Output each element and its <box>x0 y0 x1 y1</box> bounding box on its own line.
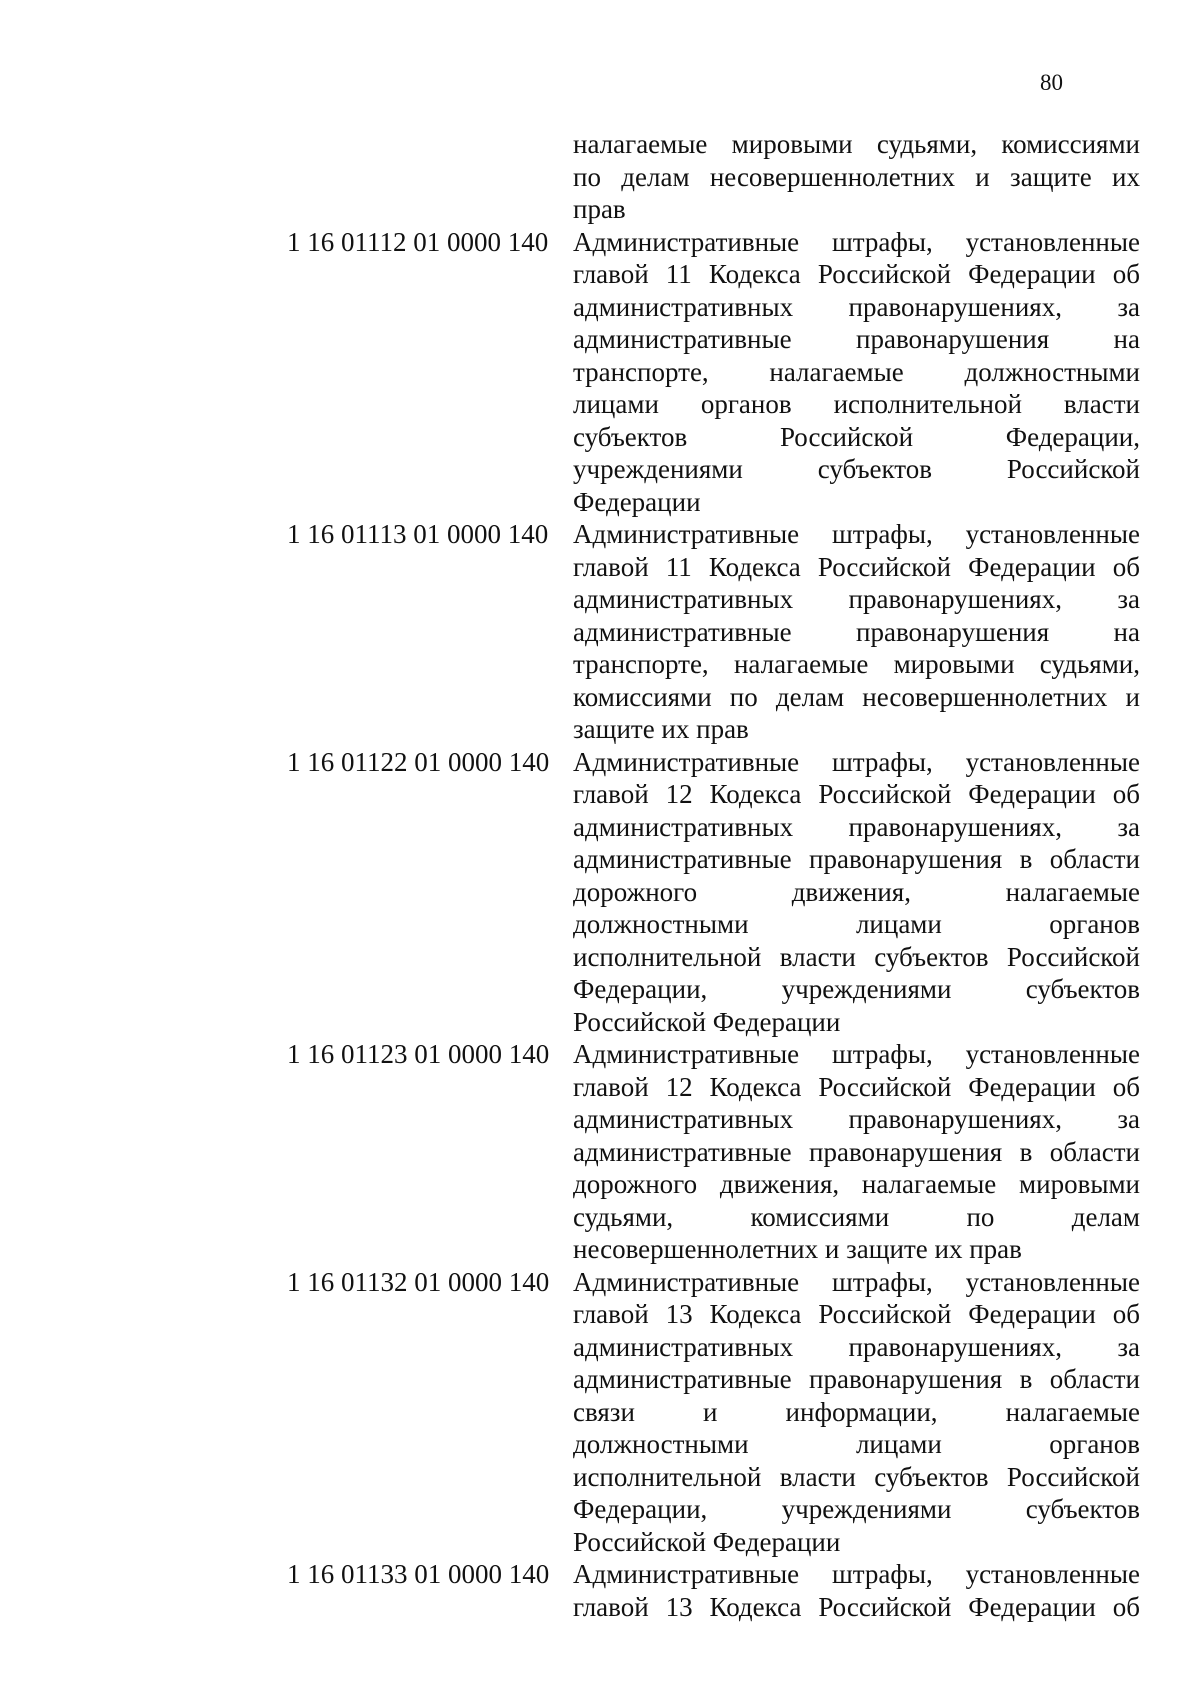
revenue-code: 1 16 01122 01 0000 140 <box>287 746 550 777</box>
revenue-code: 1 16 01113 01 0000 140 <box>287 519 549 549</box>
description-line: административных правонарушениях, за <box>573 1331 1140 1362</box>
table-row <box>287 128 1147 226</box>
description-line: должностными лицами органов <box>573 1429 1140 1459</box>
description-line: лицами органов исполнительной власти <box>573 389 1140 419</box>
table-row <box>287 1558 1147 1623</box>
description-line: главой 11 Кодекса Российской Федерации об <box>573 259 1140 289</box>
description-line: несовершеннолетних и защите их прав <box>573 1234 1022 1264</box>
description-line: связи и информации, налагаемые <box>573 1396 1140 1427</box>
description-line: Административные штрафы, установленные <box>573 519 1140 549</box>
description-line: Административные штрафы, установленные <box>573 1039 1140 1069</box>
description-line: Российской Федерации <box>573 1006 841 1037</box>
revenue-code: 1 16 01133 01 0000 140 <box>287 1559 550 1589</box>
description-line: главой 13 Кодекса Российской Федерации об <box>573 1591 1140 1622</box>
description-line: транспорте, налагаемые должностными <box>573 356 1140 387</box>
description-line: административных правонарушениях, за <box>573 584 1140 614</box>
revenue-description <box>573 746 1140 1039</box>
description-line: исполнительной власти субъектов Российской <box>573 1461 1140 1492</box>
description-line: Федерации, учреждениями субъектов <box>573 1494 1140 1524</box>
table-row <box>287 226 1147 519</box>
description-line: Административные штрафы, установленные <box>573 1559 1140 1589</box>
description-line: административные правонарушения на <box>573 324 1140 354</box>
revenue-code: 1 16 01112 01 0000 140 <box>287 226 549 257</box>
description-line: административные правонарушения в области <box>573 1136 1140 1167</box>
description-line: административные правонарушения в области <box>573 1364 1140 1394</box>
description-line: исполнительной власти субъектов Российской <box>573 941 1140 972</box>
description-line: главой 11 Кодекса Российской Федерации об <box>573 551 1140 582</box>
revenue-code-table <box>287 128 1147 1623</box>
revenue-code: 1 16 01123 01 0000 140 <box>287 1039 550 1069</box>
description-line: Федерации <box>573 486 701 517</box>
description-line: налагаемые мировыми судьями, комиссиями <box>573 129 1140 159</box>
description-line: субъектов Российской Федерации, <box>573 421 1140 452</box>
description-line: защите их прав <box>573 714 749 744</box>
description-line: Российской Федерации <box>573 1526 841 1557</box>
description-line: комиссиями по делам несовершеннолетних и <box>573 681 1140 712</box>
description-line: транспорте, налагаемые мировыми судьями, <box>573 649 1140 679</box>
description-line: Административные штрафы, установленные <box>573 746 1140 777</box>
description-line: прав <box>573 194 626 224</box>
revenue-description <box>573 1038 1140 1266</box>
description-line: Федерации, учреждениями субъектов <box>573 974 1140 1004</box>
description-line: административных правонарушениях, за <box>573 291 1140 322</box>
description-line: административных правонарушениях, за <box>573 811 1140 842</box>
description-line: дорожного движения, налагаемые <box>573 876 1140 907</box>
description-line: административные правонарушения на <box>573 616 1140 647</box>
revenue-description <box>573 1558 1140 1623</box>
revenue-description <box>573 226 1140 519</box>
page-number: 80 <box>1040 70 1063 95</box>
description-line: административных правонарушениях, за <box>573 1104 1140 1134</box>
description-line: по делам несовершеннолетних и защите их <box>573 161 1140 192</box>
description-line: Административные штрафы, установленные <box>573 1266 1140 1297</box>
description-line: должностными лицами органов <box>573 909 1140 939</box>
description-line: учреждениями субъектов Российской <box>573 454 1140 484</box>
table-row <box>287 518 1147 746</box>
description-line: дорожного движения, налагаемые мировыми <box>573 1169 1140 1199</box>
revenue-description <box>573 518 1140 746</box>
table-row <box>287 1038 1147 1266</box>
table-row <box>287 1266 1147 1559</box>
revenue-description <box>573 128 1140 226</box>
revenue-code: 1 16 01132 01 0000 140 <box>287 1266 550 1297</box>
revenue-description <box>573 1266 1140 1559</box>
description-line: административные правонарушения в области <box>573 844 1140 874</box>
description-line: главой 12 Кодекса Российской Федерации об <box>573 779 1140 809</box>
description-line: Административные штрафы, установленные <box>573 226 1140 257</box>
table-row <box>287 746 1147 1039</box>
description-line: главой 12 Кодекса Российской Федерации об <box>573 1071 1140 1102</box>
description-line: судьями, комиссиями по делам <box>573 1201 1140 1232</box>
description-line: главой 13 Кодекса Российской Федерации об <box>573 1299 1140 1329</box>
